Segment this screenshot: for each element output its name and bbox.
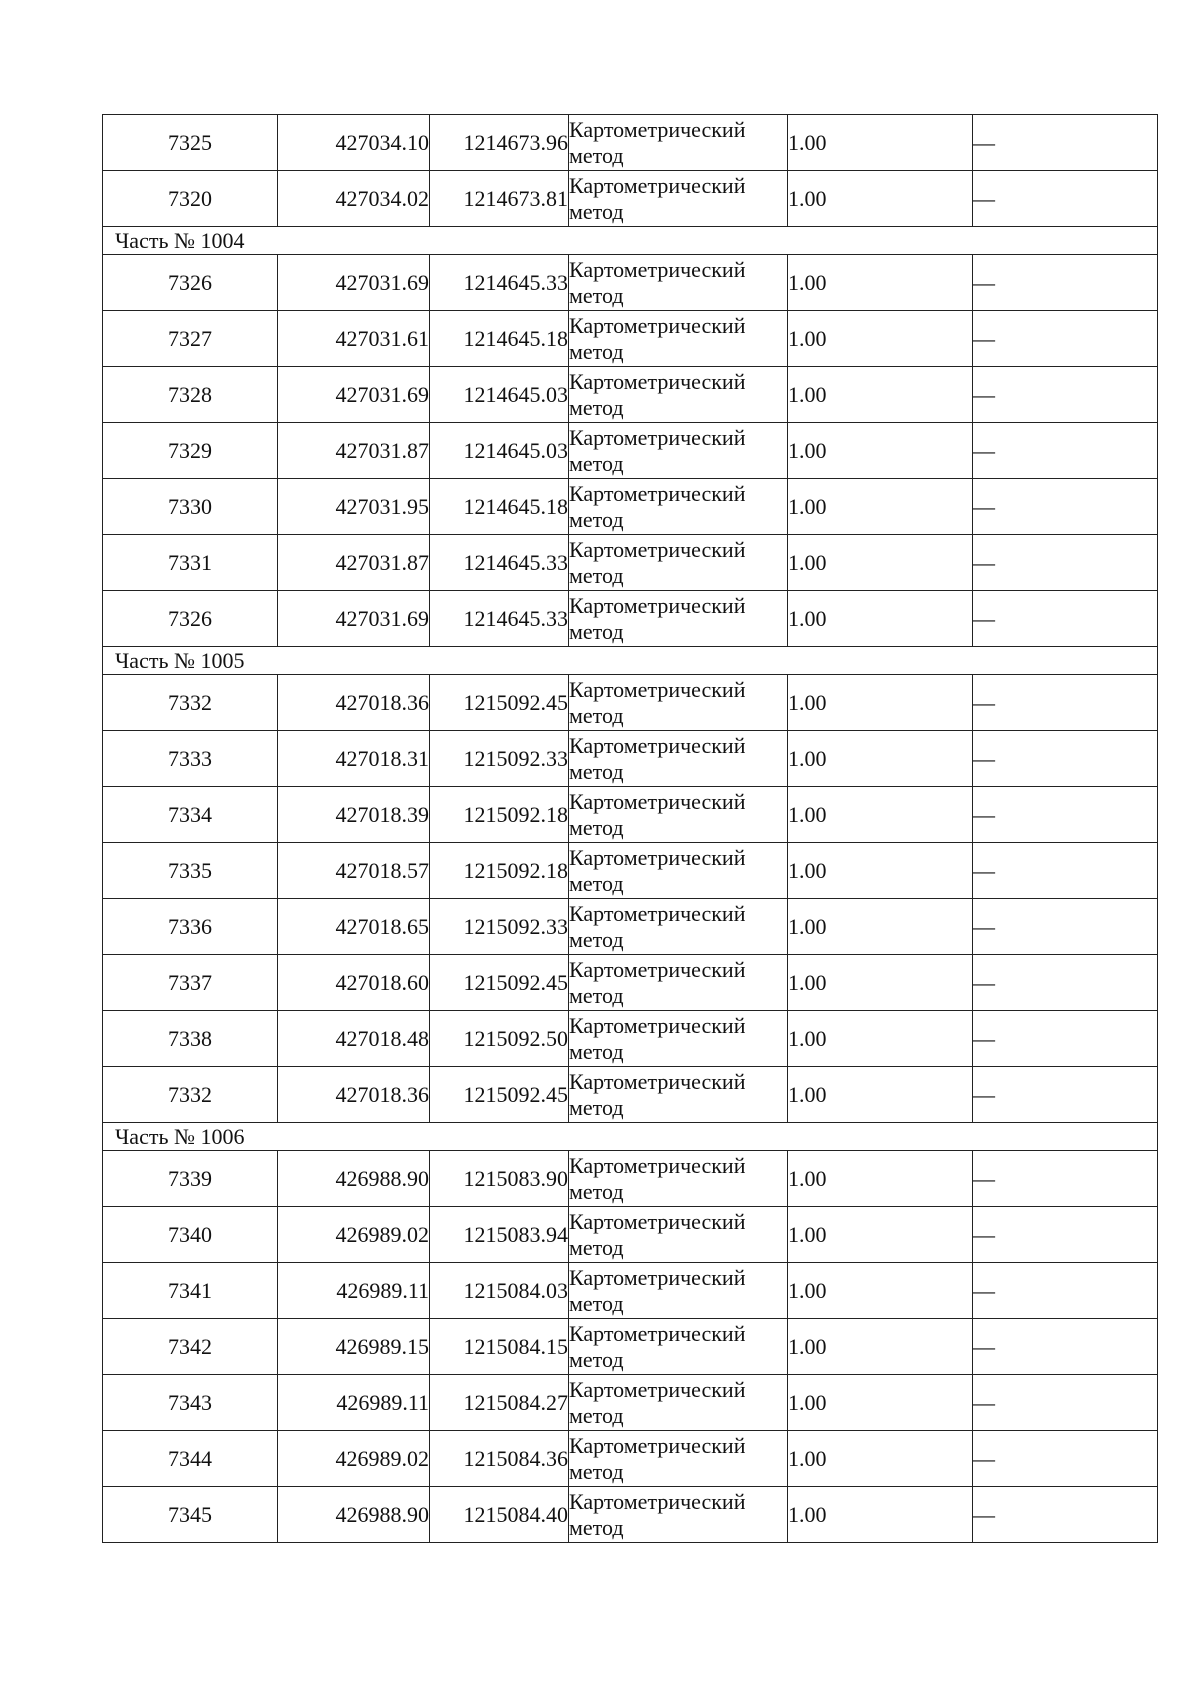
y-coordinate-cell: 1215084.27 xyxy=(430,1375,569,1431)
description-cell: — xyxy=(973,479,1158,535)
method-line-2: метод xyxy=(569,282,624,308)
precision-cell: 1.00 xyxy=(788,591,973,647)
method-cell xyxy=(569,115,788,171)
precision-cell: 1.00 xyxy=(788,1151,973,1207)
precision-cell: 1.00 xyxy=(788,1319,973,1375)
method-line-2: метод xyxy=(569,1178,624,1204)
x-coordinate-cell: 427031.69 xyxy=(278,255,430,311)
precision-cell: 1.00 xyxy=(788,1067,973,1123)
point-number-cell: 7327 xyxy=(103,311,278,367)
method-line-2: метод xyxy=(569,1094,624,1120)
method-line-1: Картометрический xyxy=(569,1208,746,1234)
x-coordinate-cell: 426988.90 xyxy=(278,1487,430,1543)
method-line-1: Картометрический xyxy=(569,592,746,618)
y-coordinate-cell: 1215092.45 xyxy=(430,675,569,731)
x-coordinate-cell: 427018.60 xyxy=(278,955,430,1011)
table-row xyxy=(103,1151,1158,1207)
description-cell: — xyxy=(973,535,1158,591)
table-row xyxy=(103,1319,1158,1375)
method-cell xyxy=(569,591,788,647)
description-cell: — xyxy=(973,955,1158,1011)
point-number-cell: 7330 xyxy=(103,479,278,535)
method-line-2: метод xyxy=(569,926,624,952)
point-number-cell: 7339 xyxy=(103,1151,278,1207)
description-cell: — xyxy=(973,731,1158,787)
x-coordinate-cell: 427018.65 xyxy=(278,899,430,955)
point-number-cell: 7333 xyxy=(103,731,278,787)
x-coordinate-cell: 426988.90 xyxy=(278,1151,430,1207)
y-coordinate-cell: 1215084.15 xyxy=(430,1319,569,1375)
method-cell xyxy=(569,1151,788,1207)
method-line-1: Картометрический xyxy=(569,956,746,982)
y-coordinate-cell: 1214673.81 xyxy=(430,171,569,227)
method-line-1: Картометрический xyxy=(569,1264,746,1290)
table-row xyxy=(103,675,1158,731)
point-number-cell: 7325 xyxy=(103,115,278,171)
point-number-cell: 7336 xyxy=(103,899,278,955)
method-line-2: метод xyxy=(569,1290,624,1316)
part-header-row xyxy=(103,647,1158,675)
method-line-1: Картометрический xyxy=(569,536,746,562)
method-line-1: Картометрический xyxy=(569,256,746,282)
table-row xyxy=(103,1207,1158,1263)
method-line-1: Картометрический xyxy=(569,312,746,338)
description-cell: — xyxy=(973,1375,1158,1431)
method-cell xyxy=(569,535,788,591)
method-cell xyxy=(569,367,788,423)
precision-cell: 1.00 xyxy=(788,1207,973,1263)
x-coordinate-cell: 427031.69 xyxy=(278,591,430,647)
point-number-cell: 7337 xyxy=(103,955,278,1011)
x-coordinate-cell: 427018.57 xyxy=(278,843,430,899)
point-number-cell: 7342 xyxy=(103,1319,278,1375)
point-number-cell: 7326 xyxy=(103,591,278,647)
method-line-2: метод xyxy=(569,1514,624,1540)
description-cell: — xyxy=(973,1431,1158,1487)
method-line-1: Картометрический xyxy=(569,1320,746,1346)
coordinates-table-body xyxy=(103,115,1158,1543)
precision-cell: 1.00 xyxy=(788,731,973,787)
description-cell: — xyxy=(973,1151,1158,1207)
method-line-2: метод xyxy=(569,982,624,1008)
x-coordinate-cell: 427018.31 xyxy=(278,731,430,787)
x-coordinate-cell: 427018.39 xyxy=(278,787,430,843)
method-line-1: Картометрический xyxy=(569,676,746,702)
point-number-cell: 7320 xyxy=(103,171,278,227)
y-coordinate-cell: 1214673.96 xyxy=(430,115,569,171)
method-cell xyxy=(569,675,788,731)
x-coordinate-cell: 427031.69 xyxy=(278,367,430,423)
point-number-cell: 7343 xyxy=(103,1375,278,1431)
x-coordinate-cell: 427018.48 xyxy=(278,1011,430,1067)
precision-cell: 1.00 xyxy=(788,535,973,591)
coordinates-table xyxy=(102,114,1158,1543)
table-row xyxy=(103,731,1158,787)
method-line-1: Картометрический xyxy=(569,172,746,198)
method-line-2: метод xyxy=(569,562,624,588)
y-coordinate-cell: 1215092.18 xyxy=(430,787,569,843)
point-number-cell: 7332 xyxy=(103,675,278,731)
method-line-2: метод xyxy=(569,394,624,420)
precision-cell: 1.00 xyxy=(788,171,973,227)
precision-cell: 1.00 xyxy=(788,255,973,311)
method-cell xyxy=(569,255,788,311)
x-coordinate-cell: 426989.11 xyxy=(278,1375,430,1431)
description-cell: — xyxy=(973,787,1158,843)
precision-cell: 1.00 xyxy=(788,955,973,1011)
table-row xyxy=(103,115,1158,171)
method-cell xyxy=(569,423,788,479)
point-number-cell: 7329 xyxy=(103,423,278,479)
method-cell xyxy=(569,955,788,1011)
method-line-1: Картометрический xyxy=(569,900,746,926)
description-cell: — xyxy=(973,591,1158,647)
table-row xyxy=(103,1431,1158,1487)
method-cell xyxy=(569,1431,788,1487)
table-row xyxy=(103,423,1158,479)
x-coordinate-cell: 427034.02 xyxy=(278,171,430,227)
method-line-2: метод xyxy=(569,506,624,532)
description-cell: — xyxy=(973,367,1158,423)
description-cell: — xyxy=(973,899,1158,955)
method-line-1: Картометрический xyxy=(569,424,746,450)
x-coordinate-cell: 427034.10 xyxy=(278,115,430,171)
precision-cell: 1.00 xyxy=(788,115,973,171)
table-row xyxy=(103,843,1158,899)
description-cell: — xyxy=(973,423,1158,479)
table-row xyxy=(103,171,1158,227)
method-cell xyxy=(569,479,788,535)
description-cell: — xyxy=(973,1011,1158,1067)
method-line-2: метод xyxy=(569,1402,624,1428)
description-cell: — xyxy=(973,115,1158,171)
method-line-1: Картометрический xyxy=(569,1012,746,1038)
method-line-1: Картометрический xyxy=(569,732,746,758)
point-number-cell: 7345 xyxy=(103,1487,278,1543)
precision-cell: 1.00 xyxy=(788,1011,973,1067)
method-line-1: Картометрический xyxy=(569,1152,746,1178)
precision-cell: 1.00 xyxy=(788,1487,973,1543)
table-row xyxy=(103,1375,1158,1431)
x-coordinate-cell: 427018.36 xyxy=(278,675,430,731)
method-line-2: метод xyxy=(569,1346,624,1372)
precision-cell: 1.00 xyxy=(788,1431,973,1487)
point-number-cell: 7331 xyxy=(103,535,278,591)
y-coordinate-cell: 1215084.40 xyxy=(430,1487,569,1543)
y-coordinate-cell: 1214645.18 xyxy=(430,311,569,367)
point-number-cell: 7344 xyxy=(103,1431,278,1487)
x-coordinate-cell: 426989.15 xyxy=(278,1319,430,1375)
x-coordinate-cell: 427031.95 xyxy=(278,479,430,535)
method-cell xyxy=(569,787,788,843)
y-coordinate-cell: 1214645.18 xyxy=(430,479,569,535)
description-cell: — xyxy=(973,311,1158,367)
method-line-2: метод xyxy=(569,870,624,896)
y-coordinate-cell: 1214645.33 xyxy=(430,255,569,311)
method-line-1: Картометрический xyxy=(569,368,746,394)
description-cell: — xyxy=(973,255,1158,311)
part-header-row xyxy=(103,227,1158,255)
y-coordinate-cell: 1214645.33 xyxy=(430,535,569,591)
point-number-cell: 7334 xyxy=(103,787,278,843)
method-cell xyxy=(569,1487,788,1543)
description-cell: — xyxy=(973,1263,1158,1319)
table-row xyxy=(103,899,1158,955)
point-number-cell: 7340 xyxy=(103,1207,278,1263)
y-coordinate-cell: 1215092.33 xyxy=(430,731,569,787)
description-cell: — xyxy=(973,1487,1158,1543)
description-cell: — xyxy=(973,1067,1158,1123)
method-line-2: метод xyxy=(569,450,624,476)
method-line-2: метод xyxy=(569,758,624,784)
method-line-2: метод xyxy=(569,1234,624,1260)
point-number-cell: 7328 xyxy=(103,367,278,423)
description-cell: — xyxy=(973,675,1158,731)
table-row xyxy=(103,1487,1158,1543)
method-cell xyxy=(569,1263,788,1319)
precision-cell: 1.00 xyxy=(788,367,973,423)
y-coordinate-cell: 1215092.45 xyxy=(430,955,569,1011)
method-cell xyxy=(569,1375,788,1431)
precision-cell: 1.00 xyxy=(788,311,973,367)
table-row xyxy=(103,787,1158,843)
method-cell xyxy=(569,1319,788,1375)
y-coordinate-cell: 1215084.03 xyxy=(430,1263,569,1319)
part-header-row xyxy=(103,1123,1158,1151)
method-line-1: Картометрический xyxy=(569,1068,746,1094)
method-line-1: Картометрический xyxy=(569,844,746,870)
y-coordinate-cell: 1215083.90 xyxy=(430,1151,569,1207)
method-cell xyxy=(569,731,788,787)
y-coordinate-cell: 1215092.50 xyxy=(430,1011,569,1067)
x-coordinate-cell: 426989.11 xyxy=(278,1263,430,1319)
description-cell: — xyxy=(973,171,1158,227)
y-coordinate-cell: 1215084.36 xyxy=(430,1431,569,1487)
method-cell xyxy=(569,311,788,367)
point-number-cell: 7335 xyxy=(103,843,278,899)
method-line-1: Картометрический xyxy=(569,788,746,814)
part-label: Часть № 1006 xyxy=(103,1123,1158,1151)
precision-cell: 1.00 xyxy=(788,899,973,955)
table-row xyxy=(103,1011,1158,1067)
table-row xyxy=(103,255,1158,311)
point-number-cell: 7341 xyxy=(103,1263,278,1319)
part-label: Часть № 1005 xyxy=(103,647,1158,675)
description-cell: — xyxy=(973,1319,1158,1375)
method-line-2: метод xyxy=(569,702,624,728)
method-line-1: Картометрический xyxy=(569,1432,746,1458)
table-row xyxy=(103,1263,1158,1319)
method-line-2: метод xyxy=(569,618,624,644)
y-coordinate-cell: 1215083.94 xyxy=(430,1207,569,1263)
x-coordinate-cell: 427018.36 xyxy=(278,1067,430,1123)
method-cell xyxy=(569,843,788,899)
method-line-2: метод xyxy=(569,814,624,840)
y-coordinate-cell: 1214645.03 xyxy=(430,423,569,479)
table-row xyxy=(103,1067,1158,1123)
point-number-cell: 7326 xyxy=(103,255,278,311)
table-row xyxy=(103,591,1158,647)
y-coordinate-cell: 1215092.18 xyxy=(430,843,569,899)
precision-cell: 1.00 xyxy=(788,1263,973,1319)
method-cell xyxy=(569,171,788,227)
method-line-1: Картометрический xyxy=(569,116,746,142)
description-cell: — xyxy=(973,1207,1158,1263)
table-row xyxy=(103,955,1158,1011)
point-number-cell: 7338 xyxy=(103,1011,278,1067)
precision-cell: 1.00 xyxy=(788,675,973,731)
method-cell xyxy=(569,899,788,955)
y-coordinate-cell: 1214645.33 xyxy=(430,591,569,647)
method-line-2: метод xyxy=(569,1038,624,1064)
method-cell xyxy=(569,1011,788,1067)
description-cell: — xyxy=(973,843,1158,899)
y-coordinate-cell: 1214645.03 xyxy=(430,367,569,423)
x-coordinate-cell: 426989.02 xyxy=(278,1207,430,1263)
table-row xyxy=(103,535,1158,591)
x-coordinate-cell: 426989.02 xyxy=(278,1431,430,1487)
table-row xyxy=(103,311,1158,367)
precision-cell: 1.00 xyxy=(788,423,973,479)
table-row xyxy=(103,479,1158,535)
method-line-2: метод xyxy=(569,1458,624,1484)
y-coordinate-cell: 1215092.45 xyxy=(430,1067,569,1123)
part-label: Часть № 1004 xyxy=(103,227,1158,255)
table-row xyxy=(103,367,1158,423)
x-coordinate-cell: 427031.61 xyxy=(278,311,430,367)
method-line-1: Картометрический xyxy=(569,480,746,506)
method-line-2: метод xyxy=(569,142,624,168)
precision-cell: 1.00 xyxy=(788,1375,973,1431)
precision-cell: 1.00 xyxy=(788,843,973,899)
precision-cell: 1.00 xyxy=(788,787,973,843)
method-cell xyxy=(569,1207,788,1263)
method-cell xyxy=(569,1067,788,1123)
x-coordinate-cell: 427031.87 xyxy=(278,423,430,479)
y-coordinate-cell: 1215092.33 xyxy=(430,899,569,955)
method-line-1: Картометрический xyxy=(569,1376,746,1402)
point-number-cell: 7332 xyxy=(103,1067,278,1123)
precision-cell: 1.00 xyxy=(788,479,973,535)
method-line-2: метод xyxy=(569,338,624,364)
x-coordinate-cell: 427031.87 xyxy=(278,535,430,591)
method-line-1: Картометрический xyxy=(569,1488,746,1514)
method-line-2: метод xyxy=(569,198,624,224)
